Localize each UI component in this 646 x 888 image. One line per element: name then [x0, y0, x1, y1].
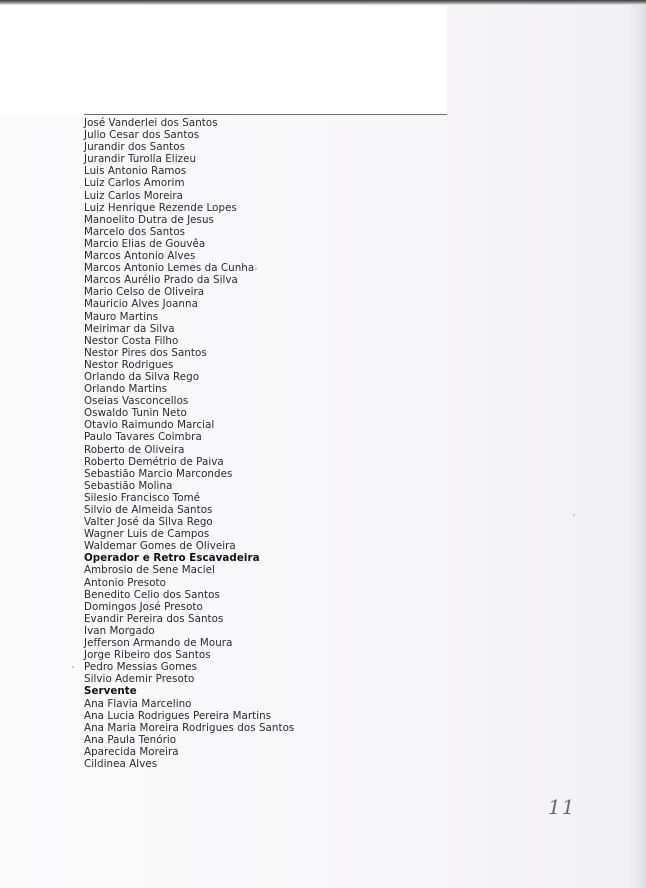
scanner-right-shadow — [628, 5, 646, 888]
list-item: Jorge Ribeiro dos Santos — [84, 649, 211, 662]
list-item: Julio Cesar dos Santos — [84, 129, 200, 142]
scan-speck — [72, 666, 74, 668]
list-item: Meirimar da Silva — [84, 322, 175, 335]
list-item: Marcio Elias de Gouvêa — [84, 237, 206, 250]
list-item: Jefferson Armando de Moura — [84, 637, 233, 650]
list-item: Luiz Carlos Moreira — [84, 189, 184, 202]
list-item: Waldemar Gomes de Oliveira — [84, 540, 236, 553]
employee-name-list — [84, 117, 584, 770]
list-item: Silvio de Almeida Santos — [84, 504, 213, 516]
list-item: Ana Flavia Marcelino — [84, 697, 192, 710]
scan-speck — [255, 268, 257, 270]
list-item: Luiz Carlos Amorim — [84, 177, 185, 190]
list-item: Marcos Antonio Lemes da Cunha — [84, 262, 255, 275]
list-item: Manoelito Dutra de Jesus — [84, 213, 214, 226]
list-item: Wagner Luis de Campos — [84, 528, 210, 541]
list-item: Sebastião Marcio Marcondes — [84, 467, 233, 480]
list-item: Mauro Martins — [84, 310, 159, 323]
section-heading: Servente — [84, 685, 137, 698]
covered-header-area — [0, 6, 447, 115]
list-item: Ivan Morgado — [84, 624, 155, 637]
list-item: Orlando Martins — [84, 383, 168, 396]
list-item: Domingos José Presoto — [84, 600, 203, 613]
list-item: Luiz Henrique Rezende Lopes — [84, 201, 237, 214]
list-item: Luis Antonio Ramos — [84, 165, 187, 178]
list-item: Ana Paula Tenório — [84, 733, 177, 746]
handwritten-page-number: 11 — [548, 795, 576, 819]
list-item: Otavio Raimundo Marcial — [84, 419, 215, 432]
list-item: Oseias Vasconcellos — [84, 395, 189, 408]
list-item: Mario Celso de Oliveira — [84, 286, 205, 299]
list-item: Jurandir Turolla Elizeu — [84, 153, 197, 166]
list-item: Marcos Aurélio Prado da Silva — [84, 274, 238, 287]
list-item: Nestor Rodrigues — [84, 358, 174, 371]
list-item: Oswaldo Tunin Neto — [84, 407, 187, 420]
list-item: Roberto de Oliveira — [84, 443, 185, 456]
list-item: Evandir Pereira dos Santos — [84, 612, 224, 625]
list-item: Orlando da Silva Rego — [84, 370, 200, 383]
list-item: Roberto Demétrio de Paiva — [84, 455, 224, 468]
list-item: José Vanderlei dos Santos — [84, 117, 218, 129]
list-item: Mauricio Alves Joanna — [84, 298, 198, 311]
list-item: Marcos Antonio Alves — [84, 250, 196, 263]
list-item: Silesio Francisco Tomé — [84, 491, 201, 504]
list-item: Benedito Celio dos Santos — [84, 588, 220, 601]
list-item: Cildinea Alves — [84, 757, 158, 770]
list-item: Nestor Pires dos Santos — [84, 346, 207, 359]
list-item: Marcelo dos Santos — [84, 225, 186, 238]
list-item: Paulo Tavares Coimbra — [84, 431, 202, 444]
list-item: Aparecida Moreira — [84, 745, 179, 758]
list-item: Ana Maria Moreira Rodrigues dos Santos — [84, 721, 295, 734]
list-item: Jurandir dos Santos — [84, 141, 186, 154]
list-item: Ana Lucia Rodrigues Pereira Martins — [84, 709, 272, 722]
covered-area-edge — [84, 114, 447, 115]
scanner-top-edge — [0, 0, 646, 5]
list-item: Antonio Presoto — [84, 576, 166, 589]
list-item: Pedro Messias Gomes — [84, 661, 198, 674]
list-item: Sebastião Molina — [84, 479, 173, 492]
scan-speck — [573, 514, 575, 516]
list-item: Ambrosio de Sene Maciel — [84, 564, 215, 577]
list-item: Nestor Costa Filho — [84, 334, 179, 347]
list-item: Silvio Ademir Presoto — [84, 673, 195, 686]
section-heading: Operador e Retro Escavadeira — [84, 552, 260, 565]
list-item: Valter José da Silva Rego — [84, 516, 213, 529]
